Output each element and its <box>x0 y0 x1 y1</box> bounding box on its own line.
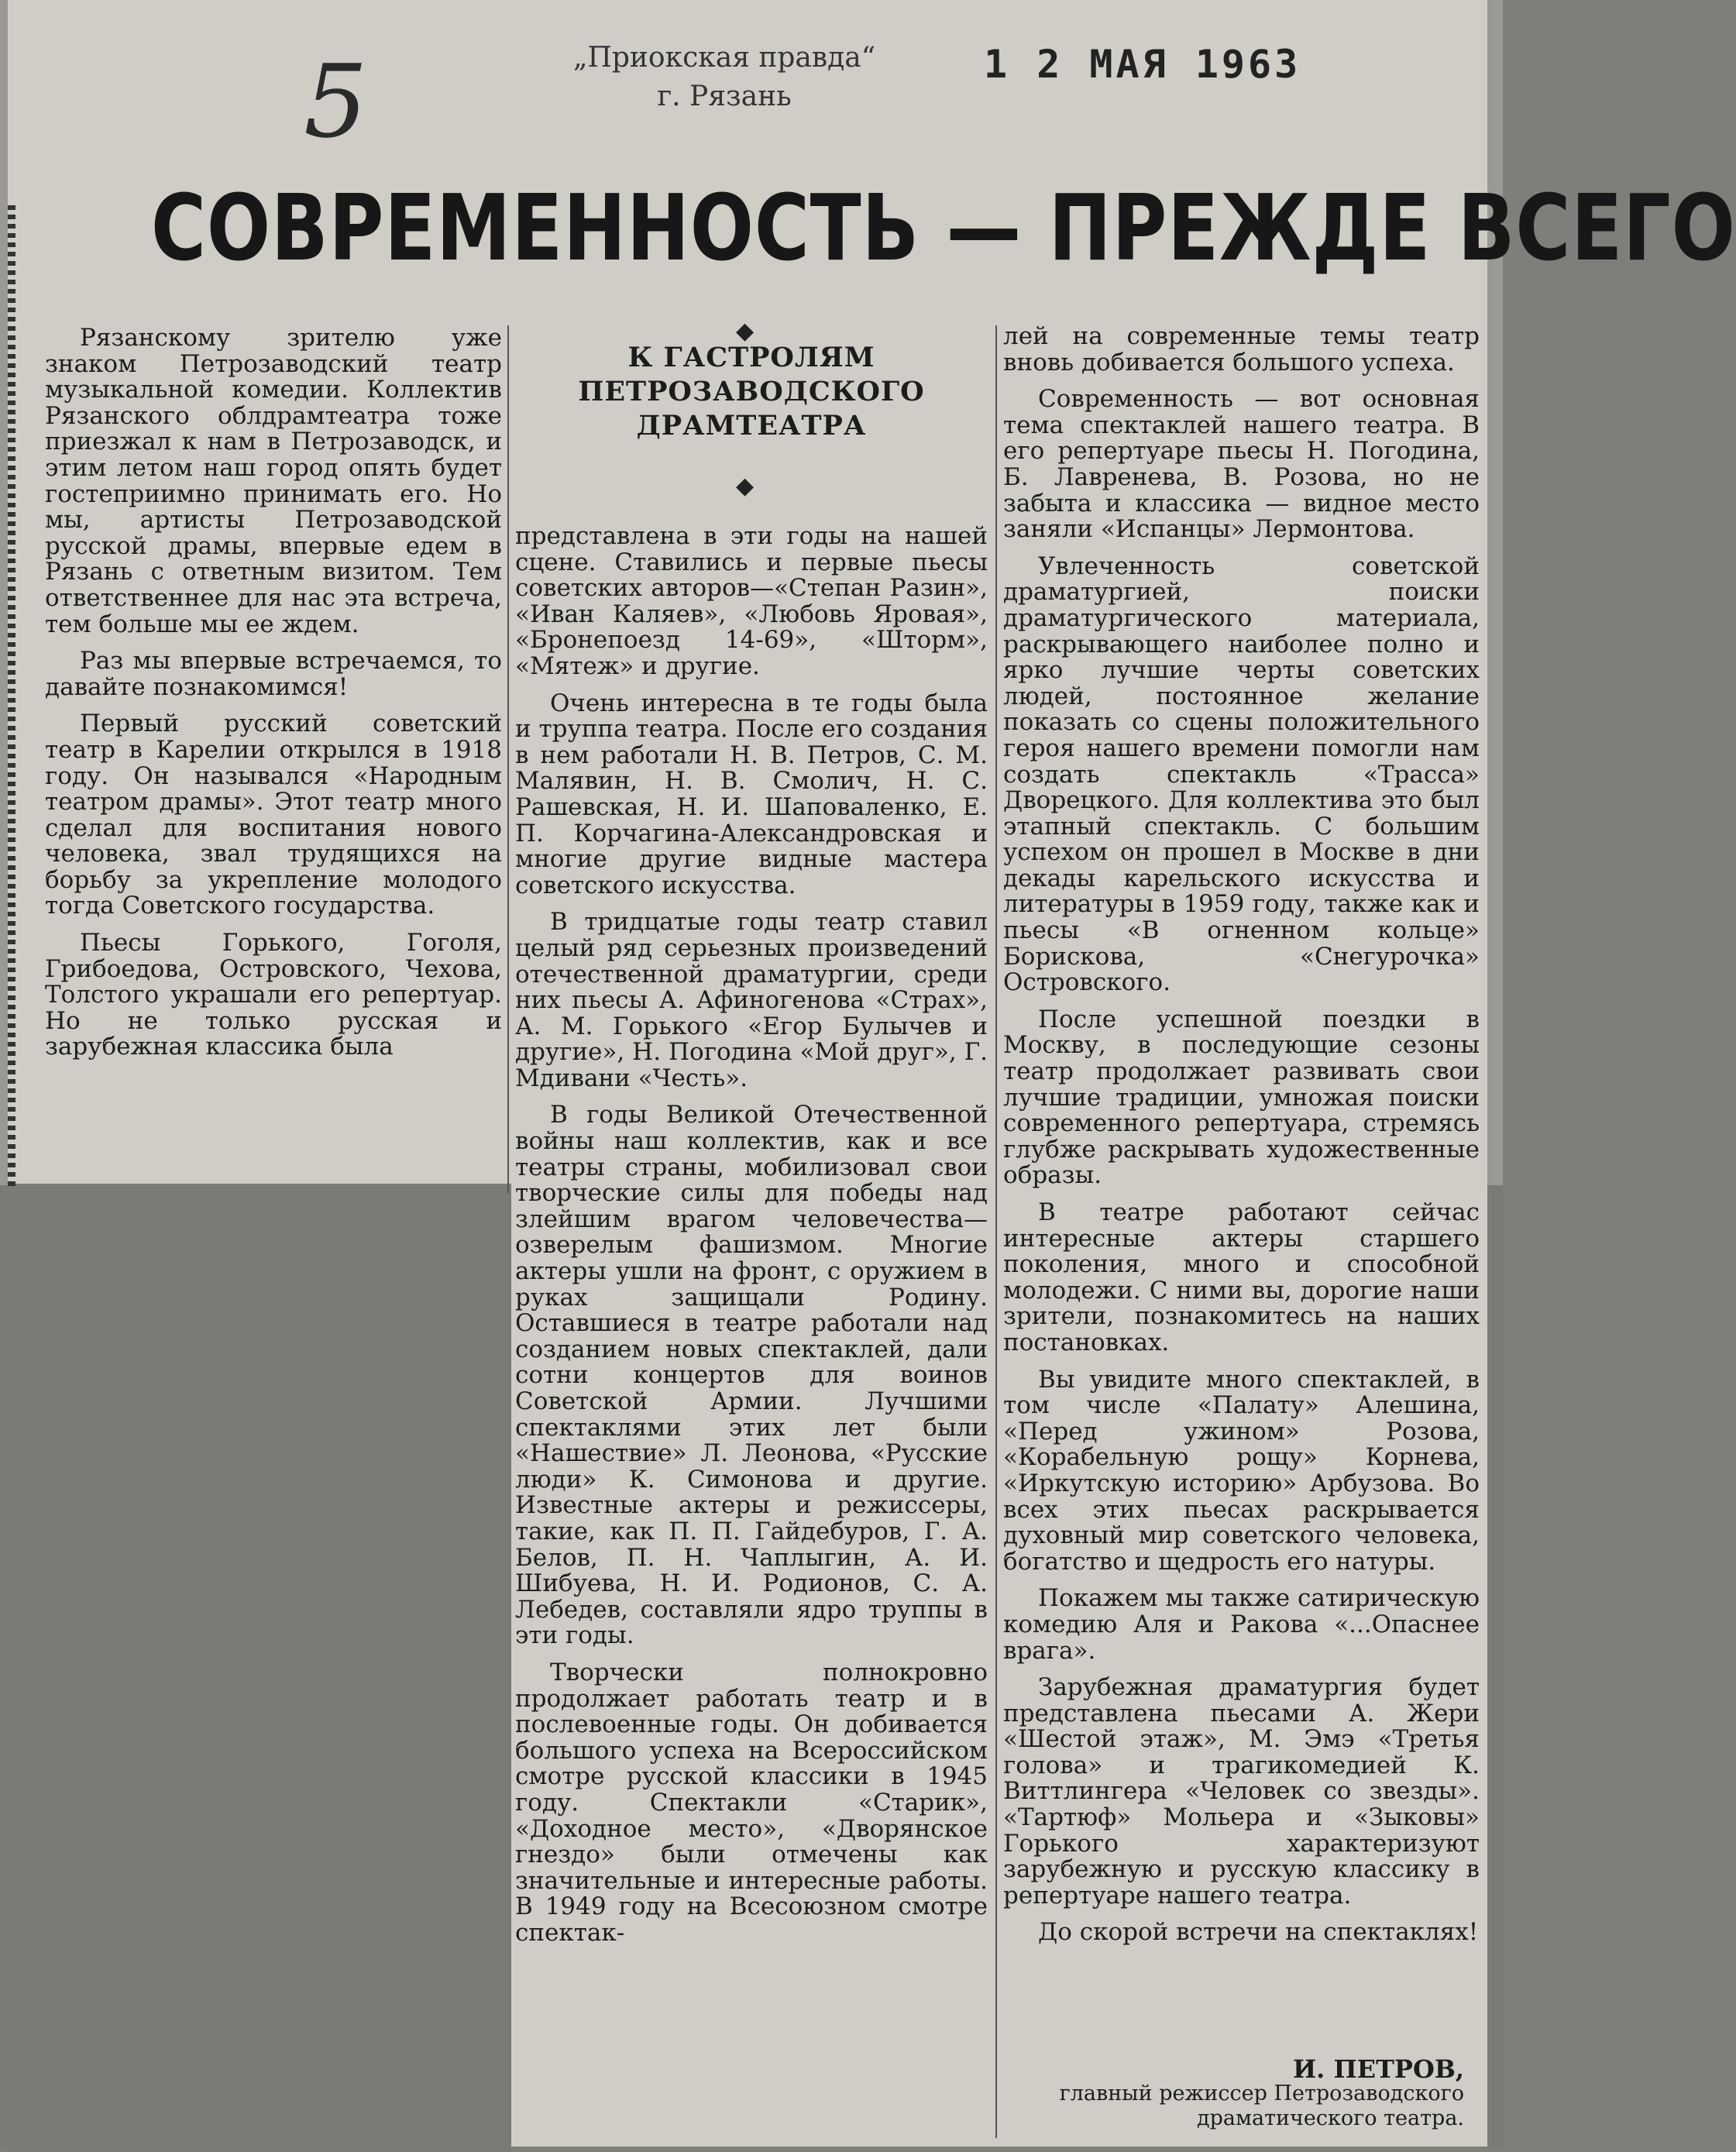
article-column-3 <box>1003 324 1480 1957</box>
paragraph: Раз мы впервые встречаемся, то давайте познакомимся! <box>45 647 502 701</box>
article-column-2 <box>515 524 988 1957</box>
paragraph: лей на современные темы театр вновь добивается большого успеха. <box>1003 322 1480 376</box>
column-divider <box>995 325 997 2138</box>
paragraph: Рязанскому зрителю уже знаком Петрозаводский театр музыкальной комедии. Коллектив Рязанского облдрамтеатра тоже приезжал к нам в Петрозаводск, и этим летом наш город опять будет гостеприимно принимать его. Но мы, артисты Петрозаводской русской драмы, впервые едем в Рязань с ответным визитом. Тем ответственнее для нас эта встреча, тем больше мы ее ждем. <box>45 324 502 638</box>
paragraph: Зарубежная драматургия будет представлена пьесами А. Жери «Шестой этаж», М. Эмэ «Третья голова» и трагикомедией К. Виттлингера «Человек со звезды». «Тартюф» Мольера и «Зыковы» Горького характеризуют зарубежную и русскую классику в репертуаре нашего театра. <box>1003 1673 1480 1910</box>
author-title: главный режиссер Петрозаводского драматического театра. <box>1059 2082 1464 2130</box>
paragraph: В тридцатые годы театр ставил целый ряд серьезных произведений отечественной драматургии, среди них пьесы А. Афиногенова «Страх», А. М. Горького «Егор Булычев и другие», Н. Погодина «Мой друг», Г. Мдивани «Честь». <box>515 908 988 1092</box>
article-headline: СОВРЕМЕННОСТЬ — ПРЕЖДЕ ВСЕГО <box>151 174 1736 281</box>
column-divider <box>507 325 509 1193</box>
paragraph: Очень интересна в те годы была и труппа театра. После его создания в нем работали Н. В. Петров, С. М. Малявин, Н. В. Смолич, Н. С. Рашевская, Н. И. Шаповаленко, Е. П. Корчагина-Александровская и многие другие видные мастера советского искусства. <box>515 689 988 899</box>
paragraph: Покажем мы также сатирическую комедию Аля и Ракова «...Опаснее врага». <box>1003 1584 1480 1665</box>
article-subhead: К ГАСТРОЛЯМ ПЕТРОЗАВОДСКОГО ДРАМТЕАТРА <box>578 342 925 442</box>
newspaper-name: „Приокская правда“ <box>572 42 876 74</box>
paragraph: представлена в эти годы на нашей сцене. Ставились и первые пьесы советских авторов—«Степан Разин», «Иван Каляев», «Любовь Яровая», «Бронепоезд 14-69», «Шторм», «Мятеж» и другие. <box>515 522 988 680</box>
date-stamp: 1 2 МАЯ 1963 <box>984 42 1301 87</box>
paragraph: Вы увидите много спектаклей, в том числе «Палату» Алешина, «Перед ужином» Розова, «Корабельную рощу» Корнева, «Иркутскую историю» Арбузова. Во всех этих пьесах раскрывается духовный мир советского человека, богатство и щедрость его натуры. <box>1003 1365 1480 1576</box>
ornament-bottom: ◆ <box>736 473 755 500</box>
clipping-cut-area <box>8 1184 511 2152</box>
paragraph: Творчески полнокровно продолжает работать театр и в послевоенные годы. Он добивается большого успеха на Всероссийском смотре русской классики в 1945 году. Спектакли «Старик», «Доходное место», «Дворянское гнездо» были отмечены как значительные и интересные работы. В 1949 году на Всесоюзном смотре спектак- <box>515 1658 988 1947</box>
paragraph: После успешной поездки в Москву, в последующие сезоны театр продолжает развивать свои лучшие традиции, умножая поиски современного репертуара, стремясь глубже раскрывать художественные образы. <box>1003 1005 1480 1190</box>
masthead <box>542 39 906 116</box>
paragraph: Пьесы Горького, Гоголя, Грибоедова, Островского, Чехова, Толстого украшали его репертуар. Но не только русская и зарубежная классика была <box>45 929 502 1061</box>
article-column-1 <box>45 325 502 1071</box>
paragraph: В театре работают сейчас интересные актеры старшего поколения, много и способной молодежи. С ними вы, дорогие наши зрители, познакомитесь на наших постановках. <box>1003 1198 1480 1356</box>
paragraph: Современность — вот основная тема спектаклей нашего театра. В его репертуаре пьесы Н. Погодина, Б. Лавренева, В. Розова, но не забыта и классика — видное место заняли «Испанцы» Лермонтова. <box>1003 385 1480 544</box>
author-name: И. ПЕТРОВ, <box>1292 2054 1464 2084</box>
newspaper-city: г. Рязань <box>657 81 792 112</box>
paragraph: Первый русский советский театр в Карелии открылся в 1918 году. Он назывался «Народным театром драмы». Этот театр много сделал для воспитания нового человека, звал трудящихся на борьбу за укрепление молодого тогда Советского государства. <box>45 710 502 920</box>
torn-edge <box>8 205 15 1189</box>
paragraph: Увлеченность советской драматургией, поиски драматургического материала, раскрывающего наиболее полно и ярко лучшие черты советских людей, постоянное желание показать со сцены положительного героя нашего времени помогли нам создать спектакль «Трасса» Дворецкого. Для коллектива это был этапный спектакль. С большим успехом он прошел в Москве в дни декады карельского искусства и литературы в 1959 году, также как и пьесы «В огненном кольце» Борискова, «Снегурочка» Островского. <box>1003 552 1480 997</box>
paragraph: В годы Великой Отечественной войны наш коллектив, как и все театры страны, мобилизовал свои творческие силы для победы над злейшим врагом человечества—озверелым фашизмом. Многие актеры ушли на фронт, с оружием в руках защищали Родину. Оставшиеся в театре работали над созданием новых спектаклей, дали сотни концертов для воинов Советской Армии. Лучшими спектаклями этих лет были «Нашествие» Л. Леонова, «Русские люди» К. Симонова и другие. Известные актеры и режиссеры, такие, как П. П. Гайдебуров, Г. А. Белов, П. Н. Чаплыгин, А. И. Шибуева, Н. И. Родионов, С. А. Лебедев, составляли ядро труппы в эти годы. <box>515 1101 988 1650</box>
handwritten-page-number: 5 <box>304 43 368 160</box>
paragraph: До скорой встречи на спектаклях! <box>1038 1918 1479 1947</box>
ornament-top: ◆ <box>736 318 755 345</box>
author-signature <box>999 2054 1464 2131</box>
